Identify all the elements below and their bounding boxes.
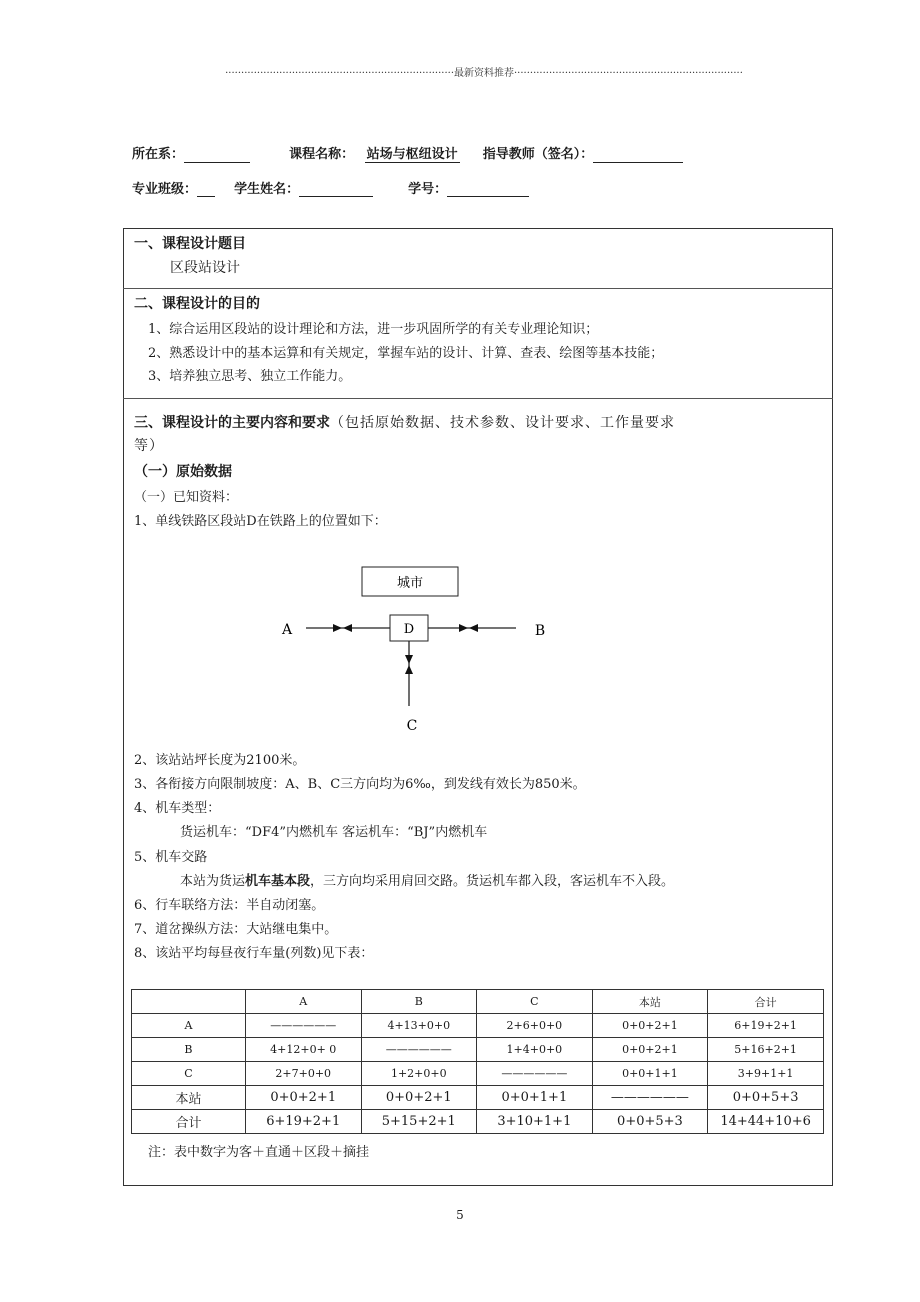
station-d-label: D	[403, 622, 415, 637]
table-cell: 0+0+1+1	[477, 1086, 593, 1110]
arrow-a-out-icon	[343, 624, 352, 632]
item-7: 7、道岔操纵方法：大站继电集中。	[134, 922, 338, 937]
table-cell: 0+0+1+1	[592, 1062, 708, 1086]
section2-title: 二、课程设计的目的	[134, 296, 260, 312]
arrow-b-in-icon	[459, 624, 468, 632]
name-field[interactable]	[299, 182, 373, 197]
item-4: 4、机车类型：	[134, 801, 221, 816]
section2-item-3: 3、培养独立思考、独立工作能力。	[148, 369, 352, 384]
form-row-2	[132, 178, 529, 197]
table-cell: 5+16+2+1	[708, 1038, 824, 1062]
table-cell: 5+15+2+1	[361, 1110, 477, 1134]
table-cell: 1+4+0+0	[477, 1038, 593, 1062]
section3-subtitle: （一）原始数据	[134, 464, 232, 480]
direction-c-label: C	[406, 718, 418, 734]
table-cell: 3+10+1+1	[477, 1110, 593, 1134]
course-value: 站场与枢纽设计	[365, 143, 460, 163]
section1-content: 区段站设计	[170, 260, 240, 276]
page-number: 5	[456, 1208, 464, 1222]
section-divider-1	[123, 288, 833, 289]
dept-field[interactable]	[184, 148, 250, 163]
header-cell: B	[361, 990, 477, 1014]
class-field[interactable]	[197, 182, 215, 197]
table-cell: ——————	[361, 1038, 477, 1062]
item-5-text-b: ，三方向均采用肩回交路。货运机车都入段，客运机车不入段。	[310, 874, 675, 889]
section2-item-1: 1、综合运用区段站的设计理论和方法，进一步巩固所学的有关专业理论知识；	[148, 322, 599, 337]
table-row	[132, 1110, 824, 1134]
table-cell: 0+0+5+3	[592, 1110, 708, 1134]
section3-title-normal: （包括原始数据、技术参数、设计要求、工作量要求	[330, 415, 675, 431]
table-cell: 6+19+2+1	[708, 1014, 824, 1038]
arrow-c-out-icon	[405, 665, 413, 674]
header-cell: 本站	[592, 990, 708, 1014]
teacher-label: 指导教师（签名）：	[482, 147, 594, 162]
station-location-diagram	[270, 560, 570, 740]
name-label: 学生姓名：	[234, 182, 300, 197]
header-cell	[132, 990, 246, 1014]
arrow-c-in-icon	[405, 655, 413, 664]
teacher-signature-field[interactable]	[593, 148, 683, 163]
arrow-b-out-icon	[469, 624, 478, 632]
table-cell: ——————	[245, 1014, 361, 1038]
section1-title: 一、课程设计题目	[134, 236, 246, 252]
table-cell: 4+12+0+ 0	[245, 1038, 361, 1062]
traffic-volume-table	[131, 989, 824, 1134]
header-text: 最新资料推荐	[454, 68, 514, 79]
table-cell: 0+0+2+1	[361, 1086, 477, 1110]
form-row-1	[132, 143, 683, 163]
table-cell: 0+0+2+1	[592, 1038, 708, 1062]
item-3: 3、各衔接方向限制坡度：A、B、C三方向均为6‰，到发线有效长为850米。	[134, 777, 586, 792]
arrow-a-in-icon	[333, 624, 342, 632]
table-cell: 0+0+2+1	[245, 1086, 361, 1110]
page-header	[188, 64, 780, 79]
table-cell: 2+7+0+0	[245, 1062, 361, 1086]
section3-title-normal-2: 等）	[134, 438, 164, 454]
section3-title-bold: 三、课程设计的主要内容和要求	[134, 415, 330, 431]
table-row	[132, 1062, 824, 1086]
table-cell: 0+0+2+1	[592, 1014, 708, 1038]
table-cell: 2+6+0+0	[477, 1014, 593, 1038]
table-cell: 1+2+0+0	[361, 1062, 477, 1086]
row-label: C	[132, 1062, 246, 1086]
direction-b-label: B	[534, 623, 546, 639]
item-2: 2、该站站坪长度为2100米。	[134, 753, 306, 768]
row-label: 合计	[132, 1110, 246, 1134]
row-label: 本站	[132, 1086, 246, 1110]
table-cell: 6+19+2+1	[245, 1110, 361, 1134]
section3-title	[134, 412, 675, 432]
row-label: A	[132, 1014, 246, 1038]
header-cell: C	[477, 990, 593, 1014]
direction-a-label: A	[281, 622, 293, 638]
table-cell: 3+9+1+1	[708, 1062, 824, 1086]
table-row	[132, 1014, 824, 1038]
table-row	[132, 1038, 824, 1062]
section2-item-2: 2、熟悉设计中的基本运算和有关规定，掌握车站的设计、计算、查表、绘图等基本技能；	[148, 346, 664, 361]
item-5: 5、机车交路	[134, 850, 208, 865]
table-note: 注：表中数字为客＋直通＋区段＋摘挂	[148, 1145, 370, 1160]
table-row	[132, 1086, 824, 1110]
table-cell: 14+44+10+6	[708, 1110, 824, 1134]
item-5-text-a: 本站为货运	[180, 874, 246, 889]
item-8: 8、该站平均每昼夜行车量(列数)见下表：	[134, 946, 374, 961]
known-info-label: （一）已知资料：	[134, 490, 239, 505]
item-5-detail	[180, 870, 674, 889]
course-label: 课程名称：	[289, 147, 355, 162]
table-header-row	[132, 990, 824, 1014]
header-cell: 合计	[708, 990, 824, 1014]
table-cell: 4+13+0+0	[361, 1014, 477, 1038]
city-label: 城市	[396, 576, 424, 591]
student-id-field[interactable]	[447, 182, 529, 197]
table-cell: ——————	[592, 1086, 708, 1110]
table-cell: ——————	[477, 1062, 593, 1086]
item-5-bold: 机车基本段	[245, 874, 311, 889]
class-label: 专业班级：	[132, 182, 198, 197]
item-4-detail: 货运机车：“DF4”内燃机车 客运机车：“BJ”内燃机车	[180, 825, 488, 840]
dept-label: 所在系：	[132, 147, 185, 162]
table-cell: 0+0+5+3	[708, 1086, 824, 1110]
student-id-label: 学号：	[408, 182, 448, 197]
item-1: 1、单线铁路区段站D在铁路上的位置如下：	[134, 514, 387, 529]
section-divider-2	[123, 398, 833, 399]
section3-title-cont	[134, 435, 164, 455]
item-6: 6、行车联络方法：半自动闭塞。	[134, 898, 325, 913]
row-label: B	[132, 1038, 246, 1062]
header-dots-right: ········································································	[514, 68, 743, 79]
header-dots-left: ········································································	[225, 68, 454, 79]
header-cell: A	[245, 990, 361, 1014]
